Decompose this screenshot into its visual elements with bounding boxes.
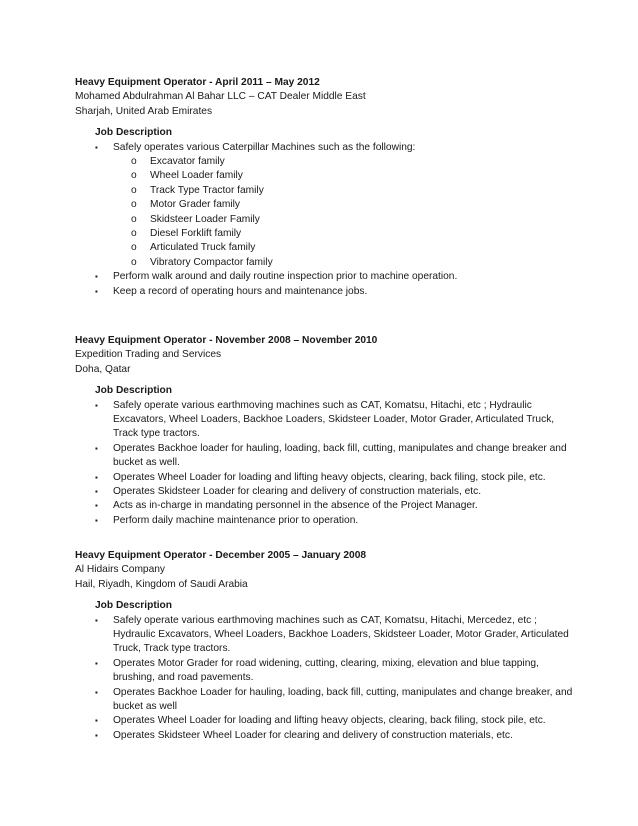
sub-bullet-mark: o (131, 155, 137, 167)
bullet-mark: ▪ (95, 400, 98, 410)
company-name: Al Hidairs Company (75, 564, 166, 576)
bullet-mark: ▪ (95, 472, 98, 482)
sub-bullet-mark: o (131, 256, 137, 268)
machine-item (75, 227, 575, 241)
job-description-heading: Job Description (95, 127, 172, 139)
duty-item (75, 442, 575, 471)
duty-text: Safely operate various earthmoving machines such as CAT, Komatsu, Hitachi, etc ; Hydraulic Excavators, Wheel Loaders, Backhoe Loaders, Skidsteer Loader, Motor Grader, Articulated Truck, Track type tractors. (113, 399, 555, 440)
job-location: Doha, Qatar (75, 363, 131, 375)
company-name: Mohamed Abdulrahman Al Bahar LLC – CAT Dealer Middle East (75, 91, 366, 103)
bullet-mark: ▪ (95, 687, 98, 697)
machine-item (75, 155, 575, 169)
duty-text: Safely operate various earthmoving machines such as CAT, Komatsu, Hitachi, Mercedez, etc ; Hydraulic Excavators, Wheel Loaders, Backhoe Loaders, Skidsteer Loader, Motor Grader, Articulated Truck, Track type tractors. (113, 614, 569, 655)
machine-item (75, 213, 575, 227)
duty-item (75, 614, 575, 657)
duty-text: Perform daily machine maintenance prior to operation. (113, 514, 359, 526)
machine-text: Wheel Loader family (150, 170, 243, 182)
job-description-heading: Job Description (95, 385, 172, 397)
duty-text: Operates Wheel Loader for loading and lifting heavy objects, clearing, back filing, stock pile, etc. (113, 715, 546, 727)
sub-bullet-mark: o (131, 199, 137, 211)
duty-text: Acts as in-charge in mandating personnel in the absence of the Project Manager. (113, 500, 478, 512)
company-name: Expedition Trading and Services (75, 349, 222, 361)
bullet-mark: ▪ (95, 142, 98, 152)
duty-text: Operates Motor Grader for road widening, cutting, clearing, mixing, elevation and blue tapping, brushing, and road pavements. (113, 657, 539, 684)
job-location: Sharjah, United Arab Emirates (75, 105, 213, 117)
duty-item (75, 141, 575, 155)
machine-item (75, 184, 575, 198)
sub-bullet-mark: o (131, 242, 137, 254)
machine-item (75, 198, 575, 212)
duty-text: Perform walk around and daily routine inspection prior to machine operation. (113, 271, 458, 283)
bullet-mark: ▪ (95, 487, 98, 496)
bullet-mark: ▪ (95, 716, 98, 726)
duty-item (75, 399, 575, 442)
sub-bullet-mark: o (131, 184, 137, 196)
duty-text: Operates Wheel Loader for loading and lifting heavy objects, clearing, back filing, stock pile, etc. (113, 471, 546, 483)
duty-text: Operates Backhoe Loader for hauling, loading, back fill, cutting, manipulates and change breaker, and bucket as well (113, 686, 573, 712)
duty-text: Safely operates various Caterpillar Machines such as the following: (113, 141, 416, 153)
machine-text: Skidsteer Loader Family (150, 213, 260, 225)
machine-text: Vibratory Compactor family (150, 256, 273, 268)
bullet-mark: ▪ (95, 286, 98, 296)
bullet-mark: ▪ (95, 615, 98, 625)
duty-item (75, 471, 575, 485)
duty-item (75, 729, 575, 743)
machine-text: Motor Grader family (150, 199, 241, 211)
duty-text: Keep a record of operating hours and maintenance jobs. (113, 285, 368, 297)
job-entry (75, 334, 575, 528)
duty-item (75, 514, 575, 528)
sub-bullet-mark: o (131, 213, 137, 225)
duty-text: Operates Skidsteer Loader for clearing and delivery of construction materials, etc. (113, 486, 482, 497)
duty-text: Operates Backhoe loader for hauling, loading, back fill, cutting, manipulates and change breaker and bucket as well. (113, 442, 567, 469)
job-title: Heavy Equipment Operator - November 2008 – November 2010 (75, 335, 378, 346)
sub-bullet-mark: o (131, 170, 137, 182)
machine-text: Track Type Tractor family (150, 184, 264, 196)
machine-item (75, 256, 575, 270)
job-entry (75, 76, 575, 299)
bullet-mark: ▪ (95, 658, 98, 668)
bullet-mark: ▪ (95, 515, 98, 525)
duty-item (75, 270, 575, 284)
job-description-heading: Job Description (95, 600, 172, 612)
machine-item (75, 241, 575, 255)
sub-bullet-mark: o (131, 227, 137, 239)
machine-text: Excavator family (150, 155, 225, 167)
duty-item (75, 657, 575, 686)
machine-text: Diesel Forklift family (150, 227, 242, 239)
job-entry (75, 549, 575, 743)
duty-item (75, 686, 575, 715)
bullet-mark: ▪ (95, 443, 98, 453)
duty-item (75, 714, 575, 728)
duty-text: Operates Skidsteer Wheel Loader for clearing and delivery of construction materials, etc. (113, 729, 513, 741)
duty-item (75, 285, 575, 299)
job-title: Heavy Equipment Operator - December 2005 – January 2008 (75, 550, 367, 561)
bullet-mark: ▪ (95, 730, 98, 740)
bullet-mark: ▪ (95, 501, 98, 511)
job-title: Heavy Equipment Operator - April 2011 – May 2012 (75, 77, 320, 88)
duty-item (75, 485, 575, 499)
bullet-mark: ▪ (95, 272, 98, 282)
machine-item (75, 169, 575, 183)
machine-text: Articulated Truck family (150, 242, 256, 254)
job-location: Hail, Riyadh, Kingdom of Saudi Arabia (75, 578, 248, 590)
duty-item (75, 499, 575, 513)
